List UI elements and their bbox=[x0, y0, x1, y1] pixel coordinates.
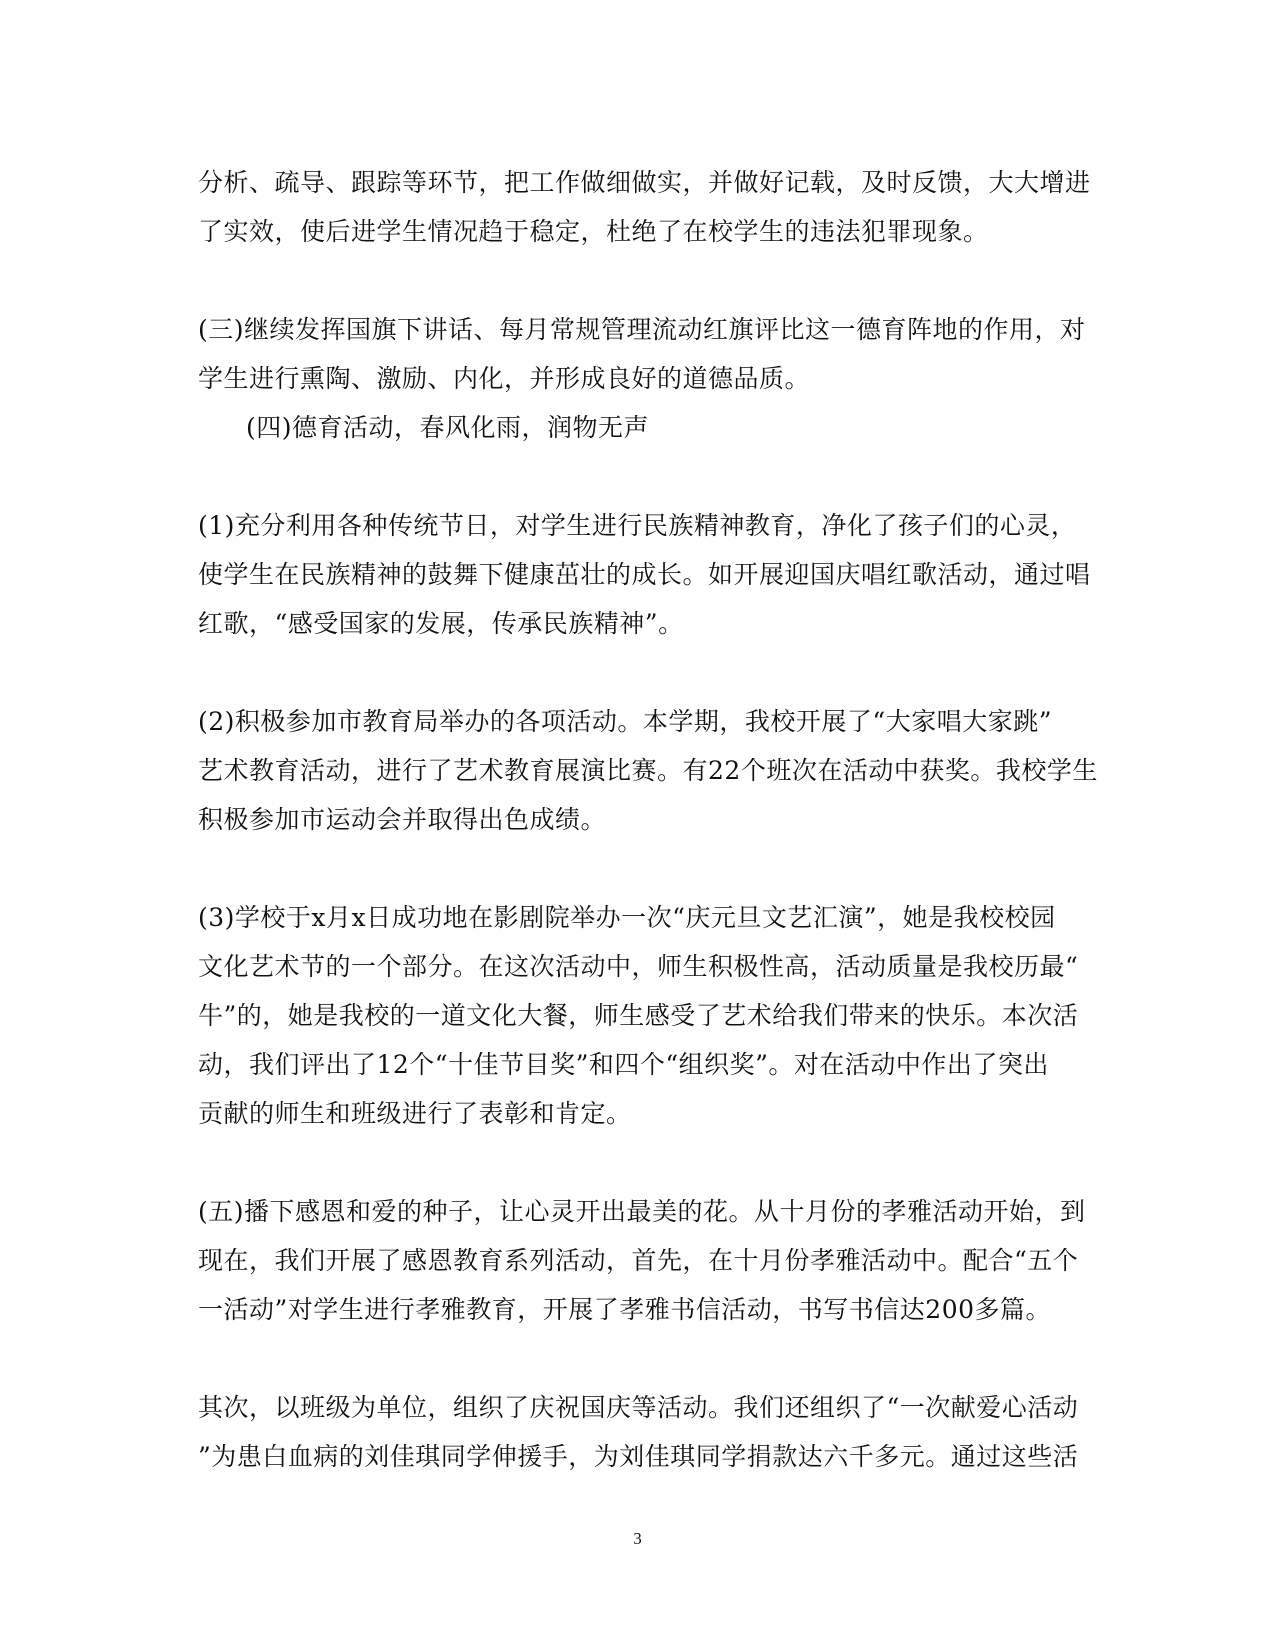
text-line: 红歌，“感受国家的发展，传承民族精神”。 bbox=[198, 609, 684, 638]
text-line: 现在，我们开展了感恩教育系列活动，首先，在十月份孝雅活动中。配合“五个 bbox=[198, 1246, 1079, 1275]
paragraph-spacer bbox=[198, 844, 1078, 893]
paragraph-spacer bbox=[198, 256, 1078, 305]
paragraph-spacer bbox=[198, 452, 1078, 501]
text-line: (2)积极参加市教育局举办的各项活动。本学期，我校开展了“大家唱大家跳” bbox=[198, 707, 1052, 736]
section-heading bbox=[198, 403, 1078, 452]
text-line: 牛”的，她是我校的一道文化大餐，师生感受了艺术给我们带来的快乐。本次活 bbox=[198, 1001, 1079, 1030]
text-line: 贡献的师生和班级进行了表彰和肯定。 bbox=[198, 1099, 632, 1128]
text-line: 文化艺术节的一个部分。在这次活动中，师生积极性高，活动质量是我校历最“ bbox=[198, 952, 1079, 981]
document-body bbox=[198, 158, 1098, 1481]
paragraph-spacer bbox=[198, 1334, 1078, 1383]
text-line: 了实效，使后进学生情况趋于稳定，杜绝了在校学生的违法犯罪现象。 bbox=[198, 217, 989, 246]
text-line: 分析、疏导、跟踪等环节，把工作做细做实，并做好记载，及时反馈，大大增进 bbox=[198, 168, 1091, 197]
paragraph bbox=[198, 501, 1091, 648]
text-line: 动，我们评出了12个“十佳节目奖”和四个“组织奖”。对在活动中作出了突出 bbox=[198, 1050, 1049, 1079]
paragraph bbox=[198, 893, 1078, 1138]
text-line: 艺术教育活动，进行了艺术教育展演比赛。有22个班次在活动中获奖。我校学生 bbox=[198, 756, 1098, 785]
paragraph-spacer bbox=[198, 1138, 1078, 1187]
text-line: ”为患白血病的刘佳琪同学伸援手，为刘佳琪同学捐款达六千多元。通过这些活 bbox=[198, 1442, 1079, 1471]
text-line: (四)德育活动，春风化雨，润物无声 bbox=[246, 413, 650, 442]
text-line: (1)充分利用各种传统节日，对学生进行民族精神教育，净化了孩子们的心灵， bbox=[198, 511, 1077, 540]
text-line: 使学生在民族精神的鼓舞下健康茁壮的成长。如开展迎国庆唱红歌活动，通过唱 bbox=[198, 560, 1091, 589]
paragraph bbox=[198, 697, 1098, 844]
text-line: 其次，以班级为单位，组织了庆祝国庆等活动。我们还组织了“一次献爱心活动 bbox=[198, 1393, 1079, 1422]
paragraph-spacer bbox=[198, 648, 1078, 697]
paragraph bbox=[198, 305, 1086, 403]
page-number: 3 bbox=[633, 1529, 642, 1548]
paragraph bbox=[198, 1187, 1086, 1334]
paragraph bbox=[198, 1383, 1078, 1481]
text-line: (三)继续发挥国旗下讲话、每月常规管理流动红旗评比这一德育阵地的作用，对 bbox=[198, 315, 1086, 344]
text-line: (五)播下感恩和爱的种子，让心灵开出最美的花。从十月份的孝雅活动开始，到 bbox=[198, 1197, 1086, 1226]
text-line: 学生进行熏陶、激励、内化，并形成良好的道德品质。 bbox=[198, 364, 811, 393]
text-line: 积极参加市运动会并取得出色成绩。 bbox=[198, 805, 607, 834]
text-line: 一活动”对学生进行孝雅教育，开展了孝雅书信活动，书写书信达200多篇。 bbox=[198, 1295, 1052, 1324]
paragraph bbox=[198, 158, 1091, 256]
text-line: (3)学校于x月x日成功地在影剧院举办一次“庆元旦文艺汇演”，她是我校校园 bbox=[198, 903, 1056, 932]
